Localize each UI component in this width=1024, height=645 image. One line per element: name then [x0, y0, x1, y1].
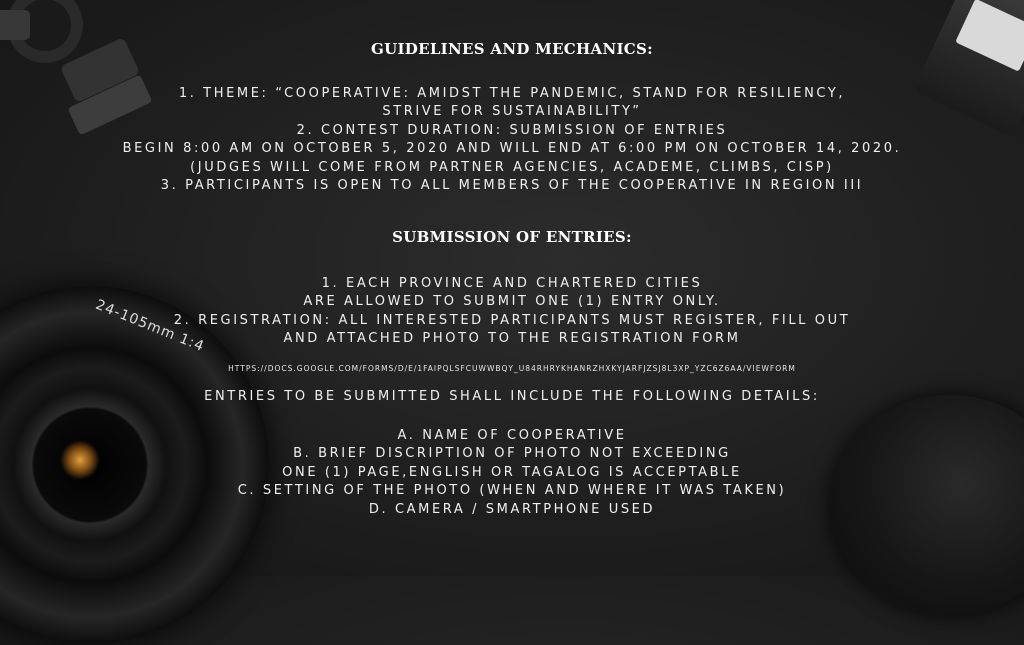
submission-line: 1. EACH PROVINCE AND CHARTERED CITIES [321, 276, 703, 291]
details-line: A. NAME OF COOPERATIVE [397, 428, 627, 443]
guideline-line: 3. PARTICIPANTS IS OPEN TO ALL MEMBERS OF THE COOPERATIVE IN REGION III [160, 178, 864, 194]
details-intro-row [0, 388, 1024, 406]
guidelines-section [0, 40, 1024, 58]
submission-list [0, 275, 1024, 349]
registration-url-row [0, 356, 1024, 375]
submission-line: 2. REGISTRATION: ALL INTERESTED PARTICIPANTS MUST REGISTER, FILL OUT [173, 312, 851, 328]
lens-label: 24-105mm 1:4 [93, 296, 207, 356]
details-list [0, 427, 1024, 519]
guidelines-list [0, 85, 1024, 195]
submission-section [0, 228, 1024, 246]
submission-line: AND ATTACHED PHOTO TO THE REGISTRATION FORM [283, 331, 741, 347]
details-line: ONE (1) PAGE,ENGLISH OR TAGALOG IS ACCEPTABLE [282, 464, 742, 480]
flash-screen [955, 0, 1024, 72]
guideline-line: 1. THEME: “COOPERATIVE: AMIDST THE PANDEMIC, STAND FOR RESILIENCY, [178, 86, 846, 101]
details-line: C. SETTING OF THE PHOTO (WHEN AND WHERE IT WAS TAKEN) [237, 483, 787, 499]
guideline-line: STRIVE FOR SUSTAINABILITY” [382, 104, 642, 120]
details-intro: ENTRIES TO BE SUBMITTED SHALL INCLUDE THE FOLLOWING DETAILS: [204, 389, 820, 404]
guideline-line: BEGIN 8:00 AM ON OCTOBER 5, 2020 AND WILL END AT 6:00 PM ON OCTOBER 14, 2020. [122, 141, 902, 157]
guideline-line: 2. CONTEST DURATION: SUBMISSION OF ENTRIES [296, 122, 728, 138]
registration-form-link[interactable]: HTTPS://DOCS.GOOGLE.COM/FORMS/D/E/1FAIPQLSFCUWWBQY_U84RHRYKHANRZHXKYJARFJZSJ8L3XP_YZC6Z6AA/VIEWFORM [228, 364, 796, 373]
details-line: D. CAMERA / SMARTPHONE USED [368, 501, 656, 517]
guidelines-heading: GUIDELINES AND MECHANICS: [370, 40, 653, 58]
submission-heading: SUBMISSION OF ENTRIES: [392, 228, 632, 246]
submission-line: ARE ALLOWED TO SUBMIT ONE (1) ENTRY ONLY. [303, 294, 721, 310]
guideline-line: (JUDGES WILL COME FROM PARTNER AGENCIES, ACADEME, CLIMBS, CISP) [190, 159, 834, 175]
details-line: B. BRIEF DISCRIPTION OF PHOTO NOT EXCEEDING [293, 446, 731, 462]
